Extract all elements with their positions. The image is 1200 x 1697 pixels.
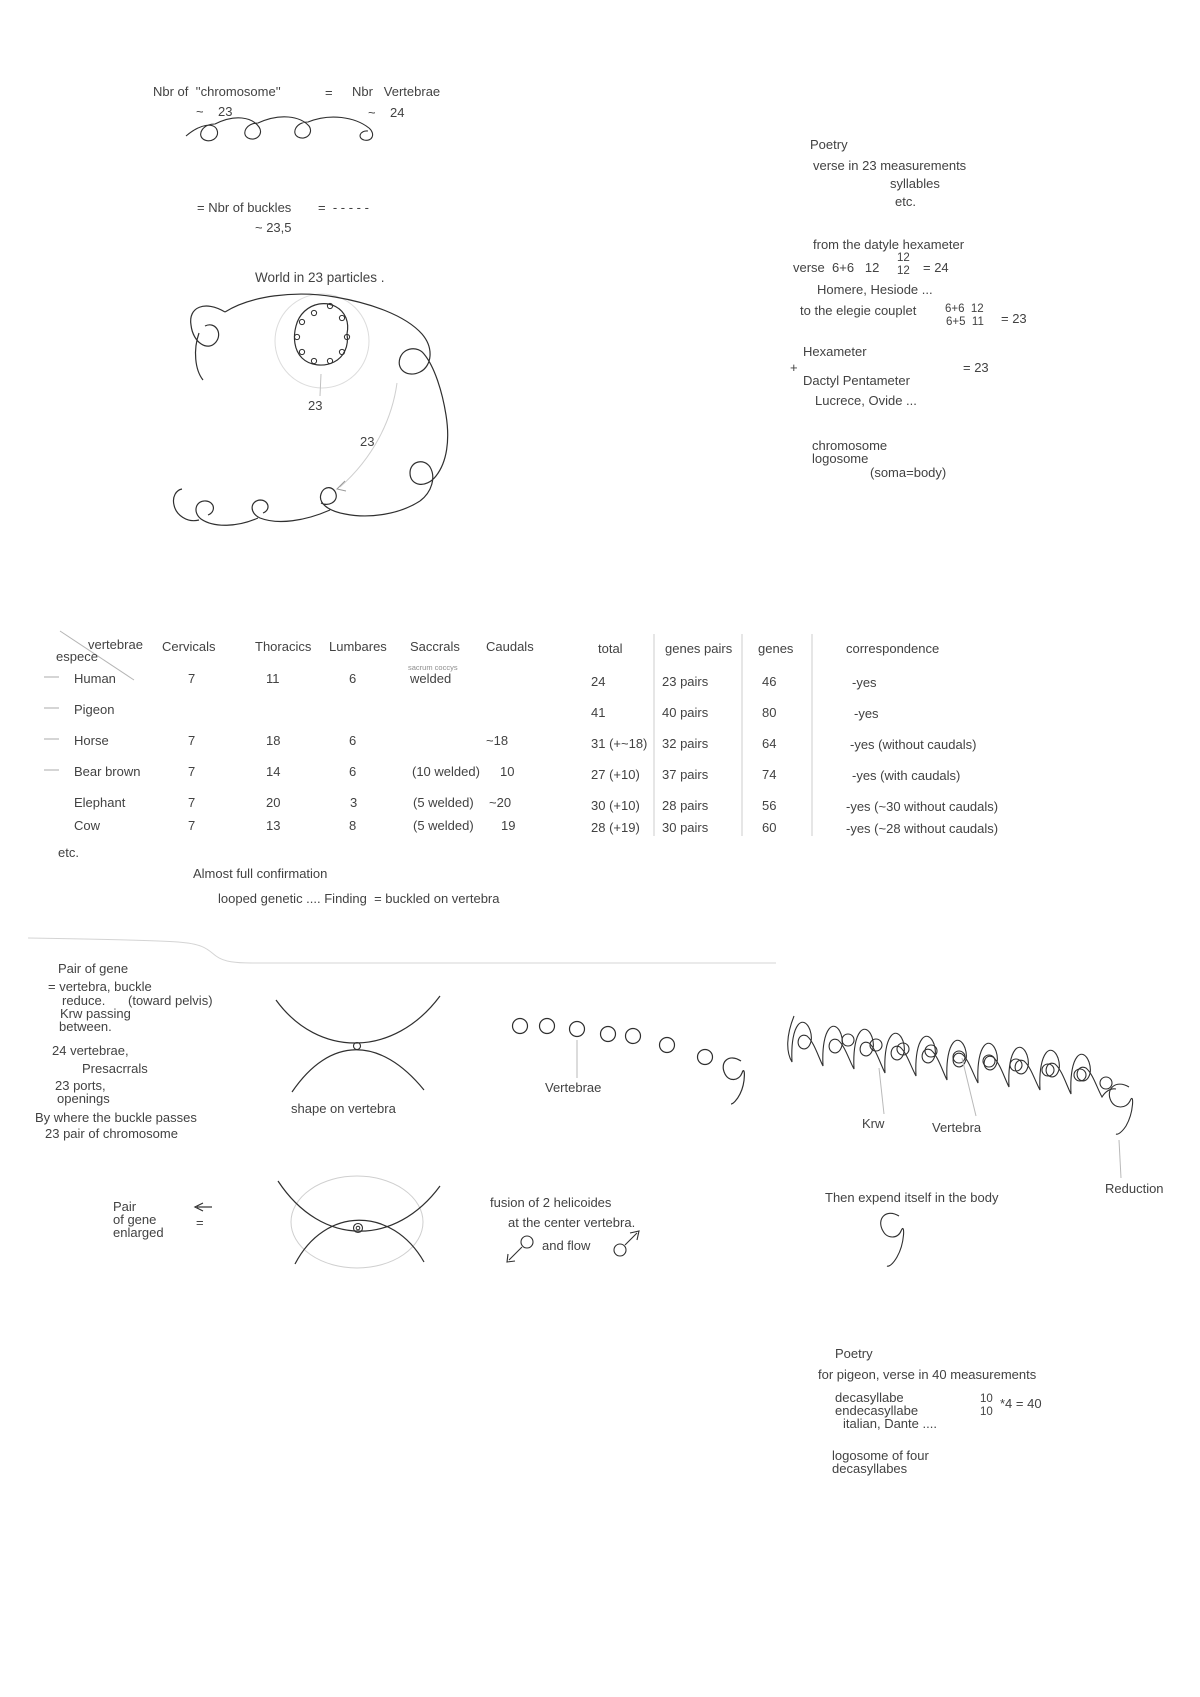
poetry-bottom-l6: decasyllabes — [832, 1461, 908, 1476]
cell-species: Pigeon — [74, 702, 115, 717]
header-genes: genes — [758, 641, 794, 656]
buckles-label: = Nbr of buckles — [197, 200, 292, 215]
fusion-line1: fusion of 2 helicoides — [490, 1195, 612, 1210]
cell-genes: 60 — [762, 820, 777, 835]
header-caudals: Caudals — [486, 639, 534, 654]
krw-pointer-line — [879, 1068, 884, 1114]
buckles-value: ~ 23,5 — [255, 220, 292, 235]
pair-enlarged-l1: Pair — [113, 1199, 137, 1214]
cell-cervicals: 7 — [188, 764, 196, 779]
knot-inner — [356, 1226, 360, 1230]
cell-total: 30 (+10) — [591, 798, 640, 813]
cell-caudals: 10 — [500, 764, 515, 779]
gene-block-l7: Presacrrals — [82, 1061, 148, 1076]
eq-vertebrae-label: Nbr Vertebrae — [352, 84, 441, 99]
circle-arrow-up-right-icon — [614, 1231, 639, 1256]
corner-vertebrae: vertebrae — [88, 637, 143, 652]
eq-chromosome-label: Nbr of ''chromosome'' — [153, 84, 281, 99]
poetry-bottom-l4: italian, Dante .... — [843, 1416, 937, 1431]
cell-thoracics: 11 — [266, 671, 280, 686]
eq-sign: = — [325, 85, 333, 100]
header-thoracics: Thoracics — [255, 639, 312, 654]
cell-lumbares: 6 — [349, 764, 357, 779]
cell-saccrals: welded — [410, 671, 452, 686]
particle-blob — [294, 304, 347, 365]
fusion-line2: at the center vertebra. — [508, 1215, 636, 1230]
cell-genes: 46 — [762, 674, 777, 689]
gene-block-l8: 23 ports, — [55, 1078, 106, 1093]
world-label-23a: 23 — [308, 398, 323, 413]
poetry-bottom-l3: endecasyllabe — [835, 1403, 919, 1418]
cell-gene-pairs: 37 pairs — [662, 767, 709, 782]
confirmation-line2: looped genetic .... Finding = buckled on vertebra — [218, 891, 500, 906]
chromosome-word: chromosome — [812, 438, 888, 453]
cell-lumbares: 6 — [349, 671, 357, 686]
expend-label: Then expend itself in the body — [825, 1190, 999, 1205]
gene-block-l6: 24 vertebrae, — [52, 1043, 129, 1058]
expend-comma-drawing — [881, 1213, 904, 1266]
cell-thoracics: 13 — [266, 818, 281, 833]
corner-espece: espece — [56, 649, 98, 664]
cell-thoracics: 14 — [266, 764, 281, 779]
poetry-bottom-l2: decasyllabe — [835, 1390, 904, 1405]
gene-block-l9: openings — [57, 1091, 110, 1106]
gene-block-l5: between. — [59, 1019, 112, 1034]
poetry-line1: verse in 23 measurements — [813, 158, 967, 173]
approx-24: ~ 24 — [368, 105, 405, 120]
shape-on-vertebra-drawing — [276, 996, 440, 1092]
cell-genes: 80 — [762, 705, 777, 720]
elegie-label: to the elegie couplet — [800, 303, 917, 318]
confirmation-line1: Almost full confirmation — [193, 866, 328, 881]
reduction-label: Reduction — [1105, 1181, 1164, 1196]
gene-block-l3a: reduce. — [62, 993, 106, 1008]
header-cervicals: Cervicals — [162, 639, 216, 654]
header-saccrals: Saccrals — [410, 639, 460, 654]
cell-saccrals: (5 welded) — [413, 795, 474, 810]
world-caption: World in 23 particles . — [255, 270, 385, 285]
vertebra-pointer-line — [962, 1058, 976, 1116]
fusion-flow: and flow — [542, 1238, 591, 1253]
verse-line: verse 6+6 12 — [793, 260, 880, 275]
cell-species: Human — [74, 671, 116, 686]
gene-block-l4: Krw passing — [60, 1006, 131, 1021]
cell-cervicals: 7 — [188, 795, 196, 810]
cell-genes: 64 — [762, 736, 777, 751]
chromosome-squiggle-drawing — [186, 117, 373, 141]
cell-cervicals: 7 — [188, 671, 196, 686]
pair-gene-enlarged-drawing — [195, 1176, 440, 1268]
cell-correspondence: -yes (~28 without caudals) — [846, 821, 999, 836]
elegie-frac-bottom: 6+5 11 — [946, 316, 984, 328]
buckles-dashes: = - - - - - — [318, 200, 369, 215]
cell-lumbares: 8 — [349, 818, 357, 833]
cell-lumbares: 3 — [350, 795, 358, 810]
header-lumbares: Lumbares — [329, 639, 387, 654]
cell-thoracics: 18 — [266, 733, 281, 748]
gene-block-l3b: (toward pelvis) — [128, 993, 213, 1008]
cell-saccrals: (10 welded) — [412, 764, 480, 779]
cell-total: 24 — [591, 674, 606, 689]
cell-species: Elephant — [74, 795, 126, 810]
vertebrae-comma — [723, 1058, 744, 1104]
cell-caudals: 19 — [501, 818, 516, 833]
verse-frac-top: 12 — [897, 252, 910, 264]
pair-enlarged-l2: of gene — [113, 1212, 157, 1227]
row-dashes — [44, 677, 59, 770]
table-etc: etc. — [58, 845, 79, 860]
left-arrow-icon — [195, 1203, 212, 1211]
blob-pointer-line — [320, 374, 321, 396]
poetry-bottom-mult: *4 = 40 — [1000, 1396, 1042, 1411]
gene-block-l1: Pair of gene — [58, 961, 129, 976]
krw-label: Krw — [862, 1116, 885, 1131]
cell-cervicals: 7 — [188, 733, 196, 748]
faint-halo — [275, 294, 369, 388]
vertebra-label: Vertebra — [932, 1120, 982, 1135]
cell-correspondence: -yes (without caudals) — [850, 737, 977, 752]
plus-sign: + — [790, 360, 798, 375]
poetry-bottom-l5: logosome of four — [832, 1448, 929, 1463]
vertebrae-label: Vertebrae — [545, 1080, 602, 1095]
gene-block-l11: 23 pair of chromosome — [45, 1126, 178, 1141]
faint-ellipse — [291, 1176, 423, 1268]
logosome-word: logosome — [812, 451, 869, 466]
cell-saccrals-note: sacrum coccys — [408, 663, 458, 672]
hexameter-intro: from the datyle hexameter — [813, 237, 965, 252]
cell-gene-pairs: 30 pairs — [662, 820, 709, 835]
cell-correspondence: -yes — [854, 706, 879, 721]
poetry-title: Poetry — [810, 137, 848, 152]
cell-lumbares: 6 — [349, 733, 357, 748]
cell-correspondence: -yes (~30 without caudals) — [846, 799, 999, 814]
soma-note: (soma=body) — [870, 465, 947, 480]
pair-enlarged-eq: = — [196, 1215, 204, 1230]
authors-lucrece: Lucrece, Ovide ... — [815, 393, 917, 408]
hexameter-eq: = 23 — [963, 360, 989, 375]
authors-homere: Homere, Hesiode ... — [817, 282, 933, 297]
circle-arrow-down-left-icon — [507, 1236, 533, 1262]
cell-correspondence: -yes — [852, 675, 877, 690]
cell-gene-pairs: 40 pairs — [662, 705, 709, 720]
world-label-23b: 23 — [360, 434, 375, 449]
cell-cervicals: 7 — [188, 818, 196, 833]
cell-caudals: ~20 — [489, 795, 512, 810]
verse-eq: = 24 — [923, 260, 949, 275]
gene-block-l2: = vertebra, buckle — [48, 979, 152, 994]
reduction-comma — [1109, 1084, 1132, 1134]
cell-species: Horse — [74, 733, 109, 748]
cell-genes: 74 — [762, 767, 777, 782]
poetry-bottom-frac-top: 10 — [980, 1393, 993, 1405]
cell-total: 31 (+~18) — [591, 736, 648, 751]
poetry-bottom-title: Poetry — [835, 1346, 873, 1361]
reduction-pointer-line — [1119, 1140, 1121, 1178]
elegie-frac-top: 6+6 12 — [945, 303, 984, 315]
poetry-line3: etc. — [895, 194, 916, 209]
cell-total: 27 (+10) — [591, 767, 640, 782]
gene-block-l10: By where the buckle passes — [35, 1110, 197, 1125]
header-correspondence: correspondence — [846, 641, 940, 656]
hexameter-label: Hexameter — [803, 344, 867, 359]
shape-on-vertebra-label: shape on vertebra — [291, 1101, 396, 1116]
verse-frac-bottom: 12 — [897, 265, 910, 277]
cell-gene-pairs: 28 pairs — [662, 798, 709, 813]
pair-enlarged-l3: enlarged — [113, 1225, 164, 1240]
cell-caudals: ~18 — [486, 733, 509, 748]
poetry-bottom-frac-bottom: 10 — [980, 1406, 993, 1418]
cell-species: Bear brown — [74, 764, 141, 779]
cell-correspondence: -yes (with caudals) — [852, 768, 961, 783]
cell-thoracics: 20 — [266, 795, 281, 810]
header-total: total — [598, 641, 623, 656]
cell-genes: 56 — [762, 798, 777, 813]
pentameter-label: Dactyl Pentameter — [803, 373, 910, 388]
header-gene-pairs: genes pairs — [665, 641, 733, 656]
cell-total: 28 (+19) — [591, 820, 640, 835]
elegie-eq: = 23 — [1001, 311, 1027, 326]
poetry-bottom-line1: for pigeon, verse in 40 measurements — [818, 1367, 1037, 1382]
approx-23: ~ 23 — [196, 104, 233, 119]
poetry-line2: syllables — [890, 176, 940, 191]
cell-total: 41 — [591, 705, 606, 720]
cell-saccrals: (5 welded) — [413, 818, 474, 833]
cell-gene-pairs: 32 pairs — [662, 736, 709, 751]
cell-species: Cow — [74, 818, 101, 833]
krw-coil-drawing — [788, 1016, 1133, 1178]
cell-gene-pairs: 23 pairs — [662, 674, 709, 689]
separator-line — [28, 938, 776, 963]
